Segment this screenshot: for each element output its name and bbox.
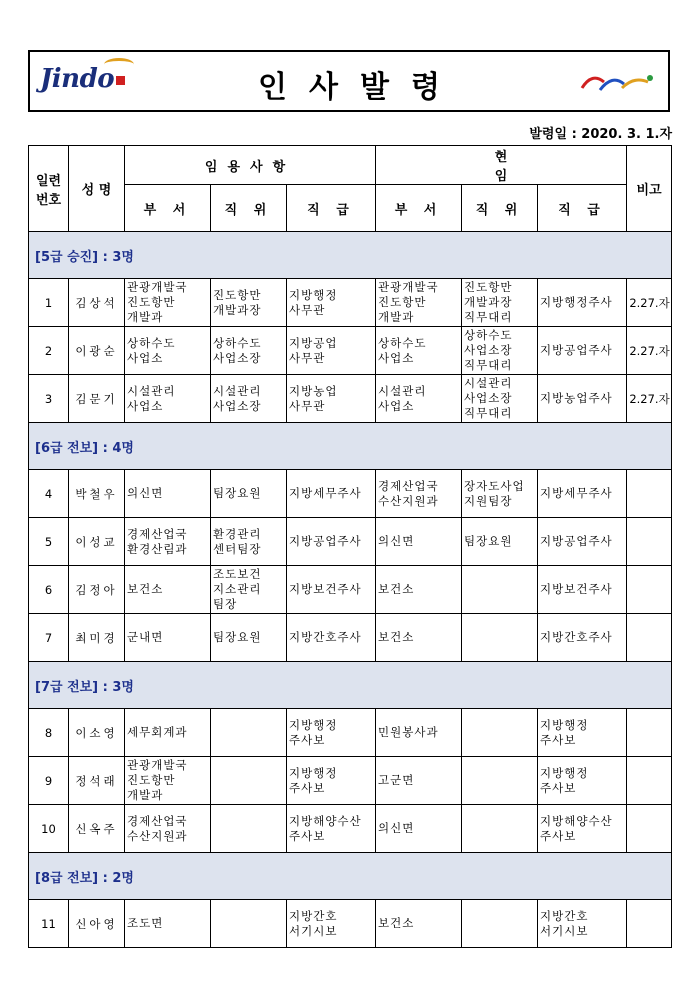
new-grade-line: 지방해양수산 [289, 813, 362, 828]
serial-number: 2 [29, 327, 69, 375]
serial-number: 3 [29, 375, 69, 423]
note [627, 757, 672, 805]
new-dept-line: 의신면 [127, 486, 164, 500]
new-grade-line: 지방농업 [289, 383, 338, 398]
new-dept-line: 경제산업국 [127, 813, 188, 828]
new-dept [125, 757, 211, 805]
current-position-line: 사업소장 [464, 391, 513, 405]
new-dept [125, 709, 211, 757]
current-grade-line: 지방행정 [540, 717, 589, 732]
current-dept-line: 사업소 [378, 350, 415, 365]
new-dept-line: 경제산업국 [127, 526, 188, 541]
current-grade-line: 지방행정주사 [540, 295, 613, 309]
new-grade [287, 327, 376, 375]
appointment-table [28, 145, 672, 948]
table-row [29, 566, 672, 614]
serial-number: 4 [29, 470, 69, 518]
note [627, 709, 672, 757]
current-dept-line: 상하수도 [378, 335, 427, 350]
current-position-line: 진도항만 [464, 280, 513, 294]
person-name: 이성교 [69, 518, 125, 566]
current-dept [376, 518, 462, 566]
new-dept [125, 327, 211, 375]
current-dept [376, 757, 462, 805]
person-name: 박철우 [69, 470, 125, 518]
current-grade [538, 566, 627, 614]
section-label: [7급 전보] : 3명 [29, 662, 672, 709]
current-position-line: 직무대리 [464, 406, 513, 420]
new-grade [287, 805, 376, 853]
new-grade-line: 지방공업 [289, 335, 338, 350]
new-dept-line: 관광개발국 [127, 758, 188, 772]
section-header [29, 853, 672, 900]
new-position [211, 900, 287, 948]
jindo-brand-logo-icon [578, 68, 658, 96]
serial-number: 5 [29, 518, 69, 566]
serial-number: 7 [29, 614, 69, 662]
new-position-line: 팀장요원 [213, 630, 262, 644]
current-position-line: 장자도사업 [464, 478, 525, 493]
new-grade [287, 900, 376, 948]
current-position-line: 개발과장 [464, 295, 513, 309]
current-position [462, 805, 538, 853]
person-name: 김상석 [69, 279, 125, 327]
sub-header-cur-dept: 부 서 [376, 185, 462, 232]
current-position [462, 470, 538, 518]
current-position-line: 직무대리 [464, 310, 513, 324]
new-dept [125, 375, 211, 423]
note: 2.27.자 [627, 279, 672, 327]
current-position [462, 327, 538, 375]
section-label: [6급 전보] : 4명 [29, 423, 672, 470]
table-row [29, 518, 672, 566]
new-position-line: 진도항만 [213, 287, 262, 302]
new-dept-line: 세무회계과 [127, 725, 188, 739]
header-box [28, 50, 670, 112]
new-dept-line: 진도항만 [127, 295, 176, 309]
new-dept-line: 사업소 [127, 350, 164, 365]
col-header-no: 일련 번호 [29, 146, 69, 232]
current-position [462, 518, 538, 566]
table-row [29, 709, 672, 757]
new-position [211, 279, 287, 327]
current-dept [376, 709, 462, 757]
current-dept-line: 보건소 [378, 630, 415, 644]
current-position-line: 사업소장 [464, 343, 513, 357]
new-dept [125, 805, 211, 853]
serial-number: 8 [29, 709, 69, 757]
new-position [211, 757, 287, 805]
new-position-line: 개발과장 [213, 302, 262, 317]
current-position [462, 566, 538, 614]
new-dept-line: 보건소 [127, 582, 164, 596]
new-grade [287, 757, 376, 805]
current-dept [376, 805, 462, 853]
new-position-line: 조도보건 [213, 567, 262, 581]
serial-number: 1 [29, 279, 69, 327]
new-dept-line: 군내면 [127, 630, 164, 644]
appointment-table-body [29, 232, 672, 948]
new-grade-line: 지방행정 [289, 765, 338, 780]
current-dept [376, 279, 462, 327]
serial-number: 10 [29, 805, 69, 853]
new-dept-line: 관광개발국 [127, 280, 188, 294]
current-grade-line: 지방간호주사 [540, 630, 613, 644]
current-position [462, 757, 538, 805]
new-dept-line: 시설관리 [127, 383, 176, 398]
current-grade [538, 518, 627, 566]
new-position [211, 375, 287, 423]
current-grade-line: 지방간호 [540, 908, 589, 923]
note [627, 518, 672, 566]
person-name: 김문기 [69, 375, 125, 423]
person-name: 김정아 [69, 566, 125, 614]
current-dept-line: 진도항만 [378, 295, 427, 309]
person-name: 이소영 [69, 709, 125, 757]
new-dept [125, 614, 211, 662]
current-dept [376, 900, 462, 948]
new-grade [287, 518, 376, 566]
serial-number: 9 [29, 757, 69, 805]
new-position [211, 614, 287, 662]
new-dept [125, 900, 211, 948]
current-dept [376, 614, 462, 662]
current-grade-line: 서기시보 [540, 923, 589, 938]
current-dept-line: 보건소 [378, 916, 415, 930]
document-title: 인사발령 [258, 70, 462, 105]
section-label: [5급 승진] : 3명 [29, 232, 672, 279]
current-position-line: 지원팀장 [464, 493, 513, 508]
current-grade [538, 805, 627, 853]
sub-header-new-dept: 부 서 [125, 185, 211, 232]
sub-header-new-position: 직 위 [211, 185, 287, 232]
new-position-line: 상하수도 [213, 335, 262, 350]
new-position-line: 사업소장 [213, 350, 262, 365]
new-position [211, 518, 287, 566]
new-position-line: 팀장 [213, 597, 238, 611]
current-grade-line: 지방보건주사 [540, 582, 613, 596]
new-dept-line: 환경산림과 [127, 541, 188, 556]
serial-number: 6 [29, 566, 69, 614]
current-position-line: 시설관리 [464, 376, 513, 390]
new-grade-line: 사무관 [289, 350, 326, 365]
new-grade-line: 지방세무주사 [289, 486, 362, 500]
new-dept-line: 개발과 [127, 310, 164, 324]
note [627, 614, 672, 662]
new-position [211, 327, 287, 375]
new-dept [125, 518, 211, 566]
current-grade-line: 지방농업주사 [540, 391, 613, 405]
col-header-note: 비고 [627, 146, 672, 232]
new-position-line: 센터팀장 [213, 541, 262, 556]
new-grade [287, 709, 376, 757]
sub-header-new-grade: 직 급 [287, 185, 376, 232]
section-header [29, 662, 672, 709]
new-grade-line: 사무관 [289, 302, 326, 317]
current-grade-line: 주사보 [540, 828, 577, 843]
current-grade-line: 지방공업주사 [540, 343, 613, 357]
new-dept [125, 279, 211, 327]
current-dept-line: 민원봉사과 [378, 725, 439, 739]
current-grade [538, 709, 627, 757]
serial-number: 11 [29, 900, 69, 948]
note [627, 805, 672, 853]
table-row [29, 614, 672, 662]
table-row [29, 470, 672, 518]
current-dept-line: 시설관리 [378, 383, 427, 398]
new-grade [287, 279, 376, 327]
new-grade-line: 지방간호 [289, 908, 338, 923]
current-dept-line: 수산지원과 [378, 493, 439, 508]
table-row [29, 757, 672, 805]
current-grade [538, 900, 627, 948]
person-name: 최미경 [69, 614, 125, 662]
new-grade-line: 주사보 [289, 780, 326, 795]
new-grade [287, 470, 376, 518]
issue-date: 발령일 : 2020. 3. 1.자 [529, 127, 672, 142]
current-grade-line: 지방공업주사 [540, 534, 613, 548]
current-position [462, 900, 538, 948]
col-header-name: 성 명 [69, 146, 125, 232]
new-position [211, 805, 287, 853]
new-position-line: 팀장요원 [213, 486, 262, 500]
new-grade-line: 서기시보 [289, 923, 338, 938]
table-row [29, 279, 672, 327]
new-grade-line: 지방보건주사 [289, 582, 362, 596]
current-position [462, 614, 538, 662]
current-position [462, 279, 538, 327]
new-grade-line: 주사보 [289, 732, 326, 747]
new-grade-line: 사무관 [289, 398, 326, 413]
current-grade-line: 지방해양수산 [540, 813, 613, 828]
person-name: 신아영 [69, 900, 125, 948]
new-grade [287, 614, 376, 662]
current-position-line: 팀장요원 [464, 534, 513, 548]
current-dept [376, 470, 462, 518]
new-dept [125, 566, 211, 614]
current-grade-line: 지방행정 [540, 765, 589, 780]
current-grade [538, 375, 627, 423]
person-name: 이광순 [69, 327, 125, 375]
new-grade-line: 주사보 [289, 828, 326, 843]
note [627, 470, 672, 518]
table-row [29, 900, 672, 948]
new-position-line: 사업소장 [213, 398, 262, 413]
sub-header-cur-grade: 직 급 [538, 185, 627, 232]
current-dept-line: 관광개발국 [378, 280, 439, 294]
col-group-current: 현 임 [376, 146, 627, 185]
current-dept-line: 의신면 [378, 534, 415, 548]
current-dept-line: 경제산업국 [378, 478, 439, 493]
current-dept-line: 보건소 [378, 582, 415, 596]
current-dept-line: 개발과 [378, 310, 415, 324]
current-grade-line: 주사보 [540, 732, 577, 747]
note [627, 566, 672, 614]
current-grade-line: 주사보 [540, 780, 577, 795]
current-dept-line: 사업소 [378, 398, 415, 413]
note [627, 900, 672, 948]
new-grade-line: 지방간호주사 [289, 630, 362, 644]
current-grade-line: 지방세무주사 [540, 486, 613, 500]
new-dept-line: 개발과 [127, 788, 164, 802]
new-dept-line: 조도면 [127, 916, 164, 930]
new-dept-line: 수산지원과 [127, 828, 188, 843]
jindo-logo-text: Jindo [40, 64, 115, 94]
new-dept-line: 진도항만 [127, 773, 176, 787]
new-grade [287, 375, 376, 423]
table-row [29, 327, 672, 375]
current-grade [538, 327, 627, 375]
sub-header-cur-position: 직 위 [462, 185, 538, 232]
current-dept [376, 566, 462, 614]
current-dept-line: 고군면 [378, 773, 415, 787]
current-dept-line: 의신면 [378, 821, 415, 835]
person-name: 정석래 [69, 757, 125, 805]
current-position-line: 상하수도 [464, 328, 513, 342]
new-grade-line: 지방행정 [289, 717, 338, 732]
new-position [211, 566, 287, 614]
section-header [29, 423, 672, 470]
current-grade [538, 470, 627, 518]
new-position [211, 470, 287, 518]
current-position [462, 709, 538, 757]
current-dept [376, 375, 462, 423]
new-dept-line: 사업소 [127, 398, 164, 413]
current-grade [538, 614, 627, 662]
new-position-line: 시설관리 [213, 383, 262, 398]
col-group-appointment: 임용사항 [125, 146, 376, 185]
new-grade-line: 지방행정 [289, 287, 338, 302]
new-dept [125, 470, 211, 518]
new-grade-line: 지방공업주사 [289, 534, 362, 548]
section-label: [8급 전보] : 2명 [29, 853, 672, 900]
note: 2.27.자 [627, 327, 672, 375]
current-dept [376, 327, 462, 375]
current-grade [538, 757, 627, 805]
section-header [29, 232, 672, 279]
new-grade [287, 566, 376, 614]
current-position-line: 직무대리 [464, 358, 513, 372]
new-position [211, 709, 287, 757]
current-position [462, 375, 538, 423]
note: 2.27.자 [627, 375, 672, 423]
current-grade [538, 279, 627, 327]
new-dept-line: 상하수도 [127, 335, 176, 350]
new-position-line: 환경관리 [213, 526, 262, 541]
table-row [29, 375, 672, 423]
new-position-line: 지소관리 [213, 582, 262, 596]
person-name: 신옥주 [69, 805, 125, 853]
table-row [29, 805, 672, 853]
